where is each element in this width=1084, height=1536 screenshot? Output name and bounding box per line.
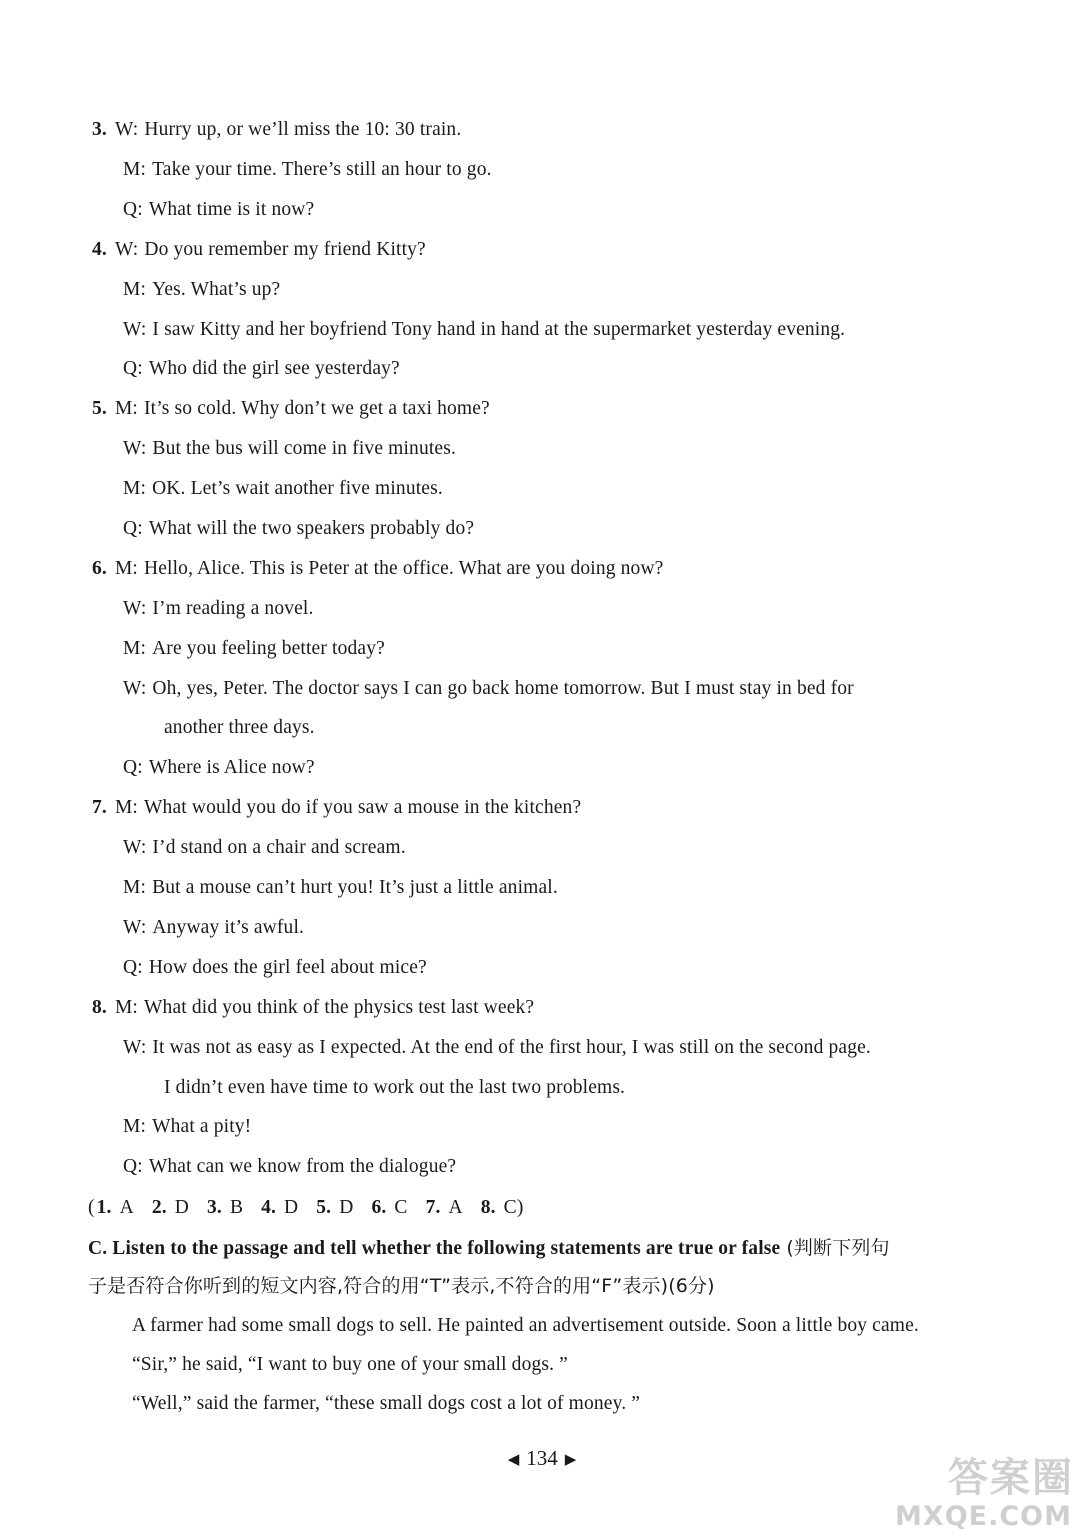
- dialogue-line: [123, 1147, 456, 1187]
- utterance-text: Take your time. There’s still an hour to go.: [152, 159, 492, 180]
- answer-number: 1.: [96, 1197, 112, 1218]
- speaker-label: Q:: [123, 1156, 143, 1177]
- utterance-text: Yes. What’s up?: [152, 279, 281, 300]
- utterance-text: Hello, Alice. This is Peter at the office. What are you doing now?: [144, 558, 664, 579]
- speaker-label: M:: [114, 797, 138, 818]
- passage-text: “Sir,” he said, “I want to buy one of your small dogs. ”: [132, 1354, 568, 1375]
- dialogue-line: [123, 669, 854, 709]
- speaker-label: W:: [114, 119, 139, 140]
- passage-line-3: [132, 1384, 640, 1424]
- passage-text: “Well,” said the farmer, “these small dogs cost a lot of money. ”: [132, 1393, 641, 1414]
- answer-letter: A: [448, 1197, 463, 1218]
- speaker-label: M:: [123, 1116, 147, 1137]
- speaker-label: M:: [123, 877, 147, 898]
- section-c-instruction-line: [88, 1266, 715, 1306]
- utterance-text: I’d stand on a chair and scream.: [152, 837, 406, 858]
- utterance-text: What would you do if you saw a mouse in the kitchen?: [144, 797, 582, 818]
- dialogue-line: [123, 349, 400, 389]
- dialogue-line: [123, 469, 443, 509]
- utterance-text: Oh, yes, Peter. The doctor says I can go back home tomorrow. But I must stay in bed for: [152, 678, 854, 699]
- utterance-text: another three days.: [164, 717, 315, 738]
- dialogue-line: [92, 549, 663, 589]
- right-arrow-icon: ▶: [564, 1452, 577, 1469]
- dialogue-line: [123, 509, 474, 549]
- speaker-label: Q:: [123, 757, 143, 778]
- utterance-text: How does the girl feel about mice?: [148, 957, 427, 978]
- dialogue-line: [123, 629, 385, 669]
- answer-letter: C: [394, 1197, 408, 1218]
- answer-number: 5.: [316, 1197, 332, 1218]
- answer-paren-open: (: [88, 1197, 95, 1218]
- utterance-text: It was not as easy as I expected. At the end of the first hour, I was still on the second page.: [152, 1037, 871, 1058]
- question-number: 3.: [92, 119, 107, 140]
- dialogue-line: [92, 988, 534, 1028]
- dialogue-line: [92, 230, 426, 270]
- speaker-label: W:: [123, 917, 147, 938]
- section-c-heading-line: [88, 1228, 890, 1268]
- speaker-label: W:: [123, 598, 147, 619]
- utterance-text: What did you think of the physics test last week?: [144, 997, 535, 1018]
- dialogue-line: [123, 1107, 251, 1147]
- page-number: 134: [526, 1446, 558, 1470]
- section-c-instruction-1: (判断下列句: [786, 1237, 890, 1259]
- speaker-label: Q:: [123, 957, 143, 978]
- utterance-text: Are you feeling better today?: [152, 638, 385, 659]
- answer-number: 7.: [425, 1197, 441, 1218]
- watermark-logo: [895, 1446, 1078, 1532]
- answer-number: 3.: [207, 1197, 222, 1218]
- passage-text: A farmer had some small dogs to sell. He painted an advertisement outside. Soon a little boy came.: [132, 1315, 919, 1336]
- answer-number: 6.: [371, 1197, 387, 1218]
- speaker-label: W:: [123, 837, 147, 858]
- question-number: 4.: [92, 239, 107, 260]
- utterance-text: What can we know from the dialogue?: [148, 1156, 457, 1177]
- speaker-label: M:: [123, 279, 147, 300]
- section-c-instruction-2: 子是否符合你听到的短文内容,符合的用“T”表示,不符合的用“F”表示)(6分): [88, 1275, 715, 1297]
- answer-letter: A: [119, 1197, 134, 1218]
- dialogue-line: [123, 868, 558, 908]
- speaker-label: M:: [123, 159, 147, 180]
- utterance-text: Hurry up, or we’ll miss the 10: 30 train.: [144, 119, 462, 140]
- speaker-label: W:: [123, 678, 147, 699]
- speaker-label: M:: [114, 398, 138, 419]
- dialogue-line: [92, 110, 461, 150]
- dialogue-line: [123, 1028, 871, 1068]
- dialogue-line: [123, 310, 845, 350]
- speaker-label: W:: [123, 319, 147, 340]
- answer-number: 8.: [480, 1197, 496, 1218]
- speaker-label: M:: [123, 478, 147, 499]
- speaker-label: W:: [114, 239, 139, 260]
- utterance-text: OK. Let’s wait another five minutes.: [152, 478, 443, 499]
- watermark-en: MXQE.COM: [895, 1501, 1072, 1532]
- answer-letter: C: [503, 1197, 517, 1218]
- passage-line-1: [132, 1306, 919, 1346]
- speaker-label: Q:: [123, 199, 143, 220]
- question-number: 8.: [92, 997, 107, 1018]
- speaker-label: Q:: [123, 358, 143, 379]
- section-c-heading: C. Listen to the passage and tell whether the following statements are true or false: [88, 1238, 781, 1259]
- utterance-text: I didn’t even have time to work out the last two problems.: [164, 1077, 626, 1098]
- utterance-text: I’m reading a novel.: [152, 598, 314, 619]
- dialogue-line: [123, 828, 406, 868]
- answer-letter: D: [284, 1197, 299, 1218]
- answer-number: 2.: [151, 1197, 167, 1218]
- dialogue-line: [123, 589, 314, 629]
- utterance-text: Anyway it’s awful.: [152, 917, 305, 938]
- speaker-label: Q:: [123, 518, 143, 539]
- dialogue-line: [123, 948, 427, 988]
- dialogue-line: [123, 190, 314, 230]
- dialogue-line: [92, 389, 490, 429]
- dialogue-line: [123, 429, 456, 469]
- question-number: 5.: [92, 398, 107, 419]
- speaker-label: M:: [114, 997, 138, 1018]
- utterance-text: But a mouse can’t hurt you! It’s just a little animal.: [152, 877, 558, 898]
- dialogue-line: [123, 908, 304, 948]
- dialogue-line: [123, 748, 315, 788]
- speaker-label: W:: [123, 1037, 147, 1058]
- answer-letter: D: [339, 1197, 354, 1218]
- dialogue-line: [123, 270, 280, 310]
- utterance-text: It’s so cold. Why don’t we get a taxi home?: [144, 398, 490, 419]
- utterance-text: What a pity!: [152, 1116, 252, 1137]
- answer-number: 4.: [261, 1197, 277, 1218]
- dialogue-line: [164, 1068, 625, 1108]
- answer-letter: D: [174, 1197, 189, 1218]
- left-arrow-icon: ◀: [507, 1452, 520, 1469]
- answer-paren-close: ): [516, 1197, 524, 1218]
- watermark-cn: 答案圈: [948, 1455, 1074, 1501]
- dialogue-line: [123, 150, 492, 190]
- utterance-text: But the bus will come in five minutes.: [152, 438, 456, 459]
- dialogue-line: [164, 708, 315, 748]
- question-number: 6.: [92, 558, 107, 579]
- utterance-text: What will the two speakers probably do?: [148, 518, 475, 539]
- answer-letter: B: [229, 1197, 244, 1218]
- question-number: 7.: [92, 797, 107, 818]
- utterance-text: I saw Kitty and her boyfriend Tony hand in hand at the supermarket yesterday evening.: [152, 319, 846, 340]
- dialogue-line: [92, 788, 581, 828]
- speaker-label: M:: [123, 638, 147, 659]
- utterance-text: Do you remember my friend Kitty?: [144, 239, 426, 260]
- utterance-text: Where is Alice now?: [148, 757, 315, 778]
- utterance-text: Who did the girl see yesterday?: [148, 358, 400, 379]
- passage-line-2: [132, 1345, 568, 1385]
- speaker-label: W:: [123, 438, 147, 459]
- utterance-text: What time is it now?: [148, 199, 315, 220]
- speaker-label: M:: [114, 558, 138, 579]
- answer-key: [88, 1188, 524, 1228]
